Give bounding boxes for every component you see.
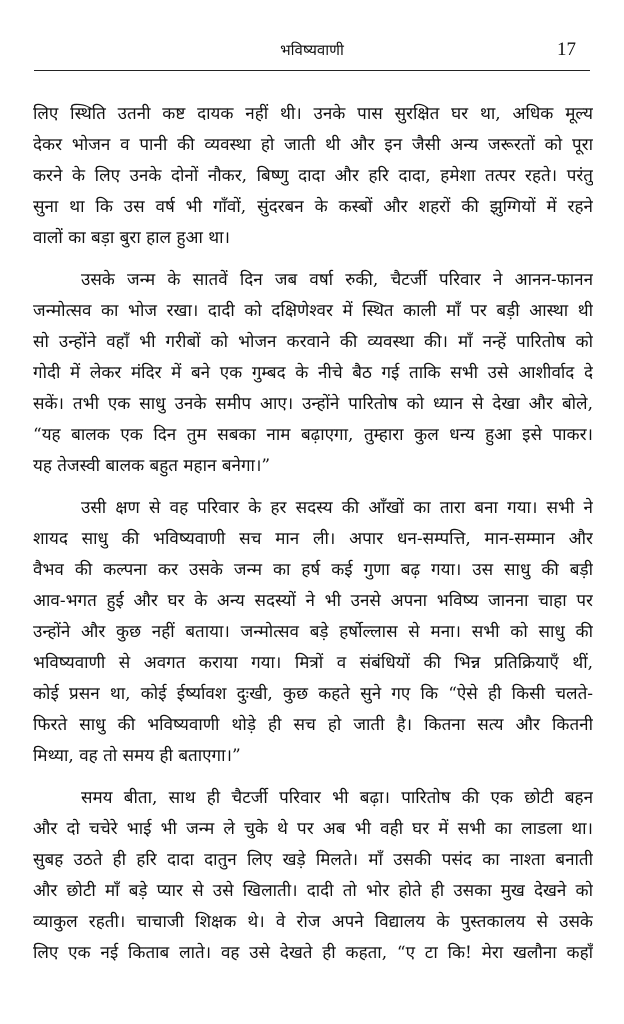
text-line: व्याकुल रहती। चाचाजी शिक्षक थे। वे रोज अपने विद्यालय के पुस्तकालय से उसके xyxy=(33,912,593,932)
body-text xyxy=(33,99,593,969)
text-line: भविष्यवाणी से अवगत कराया गया। मित्रों व संबंधियों की भिन्न प्रतिक्रियाएँ थीं, xyxy=(33,653,593,673)
text-line: लिए स्थिति उतनी कष्ट दायक नहीं थी। उनके पास सुरक्षित घर था, अधिक मूल्य xyxy=(33,104,593,124)
text-line: वालों का बड़ा बुरा हाल हुआ था। xyxy=(33,228,230,248)
header-rule xyxy=(34,70,590,71)
text-line: आव-भगत हुई और घर के अन्य सदस्यों ने भी उनसे अपना भविष्य जानना चाहा पर xyxy=(33,591,593,611)
text-line: सकें। तभी एक साधु उनके समीप आए। उन्होंने पारितोष को ध्यान से देखा और बोले, xyxy=(33,394,593,414)
text-line: करने के लिए उनके दोनों नौकर, बिष्णु दादा और हरि दादा, हमेशा तत्पर रहते। परंतु xyxy=(33,166,593,186)
text-line: जन्मोत्सव का भोज रखा। दादी को दक्षिणेश्वर में स्थित काली माँ पर बड़ी आस्था थी xyxy=(33,301,593,321)
paragraph-1 xyxy=(33,99,593,254)
text-line: देकर भोजन व पानी की व्यवस्था हो जाती थी और इन जैसी अन्य जरूरतों को पूरा xyxy=(33,135,593,155)
text-line: और छोटी माँ बड़े प्यार से उसे खिलाती। दादी तो भोर होते ही उसका मुख देखने को xyxy=(33,881,593,901)
text-line: समय बीता, साथ ही चैटर्जी परिवार भी बढ़ा। पारितोष की एक छोटी बहन xyxy=(81,788,593,808)
text-line: मिथ्या, वह तो समय ही बताएगा।” xyxy=(33,746,241,766)
text-line: सुबह उठते ही हरि दादा दातुन लिए खड़े मिलते। माँ उसकी पसंद का नाश्ता बनाती xyxy=(33,850,593,870)
text-line: सुना था कि उस वर्ष भी गाँवों, सुंदरबन के कस्बों और शहरों की झुग्गियों में रहने xyxy=(33,197,593,217)
text-line: कोई प्रसन था, कोई ईर्ष्यावश दुःखी, कुछ कहते सुने गए कि “ऐसे ही किसी चलते- xyxy=(33,684,593,704)
page-number: 17 xyxy=(557,39,576,60)
text-line: और दो चचेरे भाई भी जन्म ले चुके थे पर अब भी वही घर में सभी का लाडला था। xyxy=(33,819,593,839)
paragraph-2 xyxy=(33,265,593,482)
text-line: उसके जन्म के सातवें दिन जब वर्षा रुकी, चैटर्जी परिवार ने आनन-फानन xyxy=(81,270,593,290)
text-line: शायद साधु की भविष्यवाणी सच मान ली। अपार धन-सम्पत्ति, मान-सम्मान और xyxy=(33,529,593,549)
text-line: उन्होंने और कुछ नहीं बताया। जन्मोत्सव बड़े हर्षोल्लास से मना। सभी को साधु की xyxy=(33,622,593,642)
running-title: भविष्यवाणी xyxy=(280,41,344,59)
text-line: फिरते साधु की भविष्यवाणी थोड़े ही सच हो जाती है। कितना सत्य और कितनी xyxy=(33,715,593,735)
text-line: यह तेजस्वी बालक बहुत महान बनेगा।” xyxy=(33,456,271,476)
text-line: “यह बालक एक दिन तुम सबका नाम बढ़ाएगा, तुम्हारा कुल धन्य हुआ इसे पाकर। xyxy=(33,425,593,445)
text-line: गोदी में लेकर मंदिर में बने एक गुम्बद के नीचे बैठ गई ताकि सभी उसे आशीर्वाद दे xyxy=(33,363,593,383)
running-header xyxy=(0,38,624,62)
text-line: वैभव की कल्पना कर उसके जन्म का हर्ष कई गुणा बढ़ गया। उस साधु की बड़ी xyxy=(33,560,593,580)
text-line: लिए एक नई किताब लाते। वह उसे देखते ही कहता, “ए टा कि! मेरा खलौना कहाँ xyxy=(33,943,593,963)
text-line: सो उन्होंने वहाँ भी गरीबों को भोजन करवाने की व्यवस्था की। माँ नन्हें पारितोष को xyxy=(33,332,593,352)
text-line: उसी क्षण से वह परिवार के हर सदस्य की आँखों का तारा बना गया। सभी ने xyxy=(81,498,593,518)
paragraph-3 xyxy=(33,493,593,772)
paragraph-4 xyxy=(33,783,593,969)
